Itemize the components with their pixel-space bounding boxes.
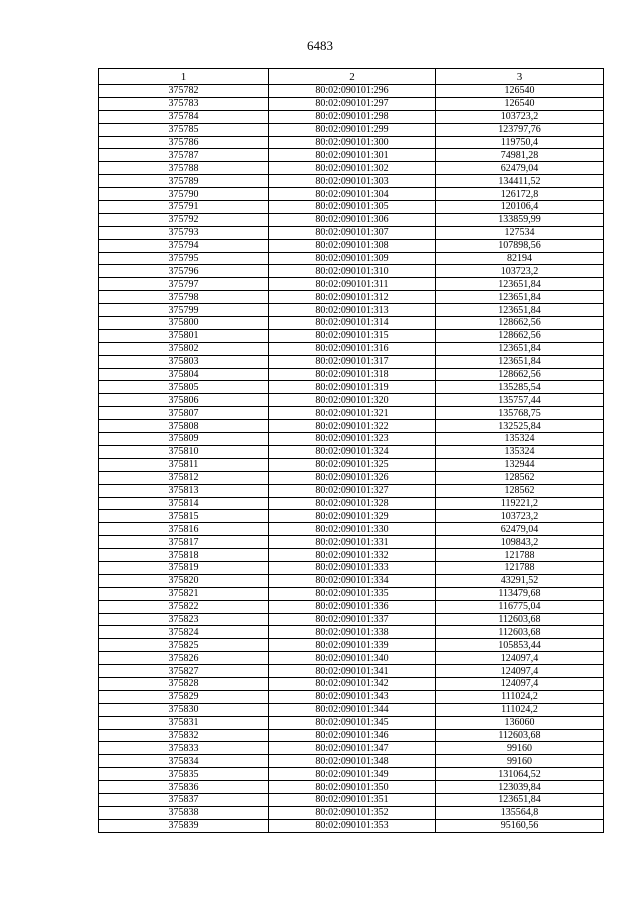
table-cell: 128662,56	[436, 317, 604, 330]
table-row	[99, 652, 604, 665]
table-body	[99, 85, 604, 833]
table-cell: 80:02:090101:350	[269, 781, 436, 794]
table-cell: 375789	[99, 175, 269, 188]
table-cell: 375791	[99, 201, 269, 214]
table-cell: 99160	[436, 742, 604, 755]
table-row	[99, 342, 604, 355]
table-row	[99, 201, 604, 214]
table-cell: 123651,84	[436, 355, 604, 368]
table-row	[99, 188, 604, 201]
table-cell: 375834	[99, 755, 269, 768]
table-cell: 107898,56	[436, 239, 604, 252]
table-cell: 80:02:090101:305	[269, 201, 436, 214]
table-cell: 128562	[436, 484, 604, 497]
table-cell: 128662,56	[436, 329, 604, 342]
table-row	[99, 162, 604, 175]
table-cell: 375822	[99, 600, 269, 613]
table-cell: 375811	[99, 458, 269, 471]
table-cell: 128562	[436, 471, 604, 484]
table-row	[99, 394, 604, 407]
table-row	[99, 304, 604, 317]
table-cell: 126540	[436, 85, 604, 98]
table-cell: 80:02:090101:352	[269, 806, 436, 819]
table-cell: 80:02:090101:328	[269, 497, 436, 510]
table-cell: 80:02:090101:315	[269, 329, 436, 342]
table-row	[99, 510, 604, 523]
table-row	[99, 85, 604, 98]
table-cell: 375833	[99, 742, 269, 755]
table-row	[99, 136, 604, 149]
table-cell: 80:02:090101:349	[269, 768, 436, 781]
table-cell: 80:02:090101:307	[269, 226, 436, 239]
table-row	[99, 407, 604, 420]
table-cell: 375783	[99, 97, 269, 110]
table-row	[99, 110, 604, 123]
page-number: 6483	[307, 38, 333, 53]
table-row	[99, 574, 604, 587]
table-cell: 80:02:090101:332	[269, 549, 436, 562]
column-header: 1	[99, 69, 269, 85]
table-cell: 135285,54	[436, 381, 604, 394]
table-cell: 375830	[99, 703, 269, 716]
table-row	[99, 368, 604, 381]
table-cell: 113479,68	[436, 587, 604, 600]
table-cell: 375784	[99, 110, 269, 123]
table-cell: 375821	[99, 587, 269, 600]
table-cell: 375815	[99, 510, 269, 523]
table-row	[99, 523, 604, 536]
table-cell: 375817	[99, 536, 269, 549]
table-cell: 375808	[99, 420, 269, 433]
table-cell: 375816	[99, 523, 269, 536]
table-cell: 375793	[99, 226, 269, 239]
table-cell: 132944	[436, 458, 604, 471]
table-cell: 375803	[99, 355, 269, 368]
table-cell: 135324	[436, 445, 604, 458]
table-row	[99, 484, 604, 497]
table-cell: 116775,04	[436, 600, 604, 613]
header-row	[99, 69, 604, 85]
table-row	[99, 690, 604, 703]
table-row	[99, 433, 604, 446]
table-cell: 99160	[436, 755, 604, 768]
table-row	[99, 329, 604, 342]
table-cell: 80:02:090101:331	[269, 536, 436, 549]
table-cell: 375828	[99, 677, 269, 690]
table-row	[99, 497, 604, 510]
table-cell: 80:02:090101:330	[269, 523, 436, 536]
table-cell: 80:02:090101:343	[269, 690, 436, 703]
table-cell: 80:02:090101:325	[269, 458, 436, 471]
table-cell: 375782	[99, 85, 269, 98]
table-cell: 80:02:090101:300	[269, 136, 436, 149]
table-cell: 375785	[99, 123, 269, 136]
table-row	[99, 729, 604, 742]
table-cell: 375807	[99, 407, 269, 420]
table-cell: 62479,04	[436, 162, 604, 175]
table-cell: 375836	[99, 781, 269, 794]
table-cell: 375796	[99, 265, 269, 278]
table-cell: 80:02:090101:314	[269, 317, 436, 330]
table-row	[99, 381, 604, 394]
table-cell: 80:02:090101:342	[269, 677, 436, 690]
table-cell: 375814	[99, 497, 269, 510]
table-cell: 80:02:090101:296	[269, 85, 436, 98]
table-cell: 375804	[99, 368, 269, 381]
table-header	[99, 69, 604, 85]
table-cell: 80:02:090101:306	[269, 213, 436, 226]
table-cell: 375812	[99, 471, 269, 484]
table-cell: 123651,84	[436, 342, 604, 355]
table-cell: 103723,2	[436, 110, 604, 123]
table-row	[99, 742, 604, 755]
table-row	[99, 420, 604, 433]
table-cell: 80:02:090101:309	[269, 252, 436, 265]
table-cell: 80:02:090101:333	[269, 561, 436, 574]
table-row	[99, 613, 604, 626]
table-cell: 134411,52	[436, 175, 604, 188]
table-cell: 80:02:090101:348	[269, 755, 436, 768]
table-cell: 375797	[99, 278, 269, 291]
table-cell: 74981,28	[436, 149, 604, 162]
table-cell: 80:02:090101:336	[269, 600, 436, 613]
table-cell: 103723,2	[436, 510, 604, 523]
table-cell: 375835	[99, 768, 269, 781]
table-row	[99, 458, 604, 471]
table-cell: 135324	[436, 433, 604, 446]
table-cell: 80:02:090101:335	[269, 587, 436, 600]
table-cell: 80:02:090101:298	[269, 110, 436, 123]
table-cell: 375819	[99, 561, 269, 574]
table-cell: 80:02:090101:353	[269, 819, 436, 832]
table-cell: 80:02:090101:345	[269, 716, 436, 729]
table-cell: 375839	[99, 819, 269, 832]
table-row	[99, 445, 604, 458]
table-cell: 124097,4	[436, 652, 604, 665]
table-cell: 80:02:090101:297	[269, 97, 436, 110]
table-row	[99, 536, 604, 549]
table-cell: 80:02:090101:316	[269, 342, 436, 355]
table-cell: 80:02:090101:317	[269, 355, 436, 368]
table-cell: 80:02:090101:329	[269, 510, 436, 523]
table-cell: 375820	[99, 574, 269, 587]
table-row	[99, 278, 604, 291]
table-cell: 80:02:090101:344	[269, 703, 436, 716]
table-cell: 121788	[436, 561, 604, 574]
table-cell: 135757,44	[436, 394, 604, 407]
table-row	[99, 768, 604, 781]
table-row	[99, 793, 604, 806]
table-cell: 135768,75	[436, 407, 604, 420]
table-row	[99, 755, 604, 768]
table-row	[99, 561, 604, 574]
table-cell: 375832	[99, 729, 269, 742]
table-cell: 43291,52	[436, 574, 604, 587]
table-row	[99, 317, 604, 330]
table-row	[99, 819, 604, 832]
data-table	[98, 68, 604, 833]
table-cell: 82194	[436, 252, 604, 265]
table-cell: 80:02:090101:302	[269, 162, 436, 175]
table-cell: 80:02:090101:301	[269, 149, 436, 162]
table-cell: 80:02:090101:324	[269, 445, 436, 458]
table-cell: 80:02:090101:318	[269, 368, 436, 381]
table-cell: 375827	[99, 665, 269, 678]
table-cell: 375802	[99, 342, 269, 355]
table-cell: 80:02:090101:346	[269, 729, 436, 742]
table-cell: 375794	[99, 239, 269, 252]
table-row	[99, 665, 604, 678]
table-cell: 80:02:090101:303	[269, 175, 436, 188]
table-cell: 375792	[99, 213, 269, 226]
table-cell: 375788	[99, 162, 269, 175]
table-cell: 132525,84	[436, 420, 604, 433]
table-row	[99, 471, 604, 484]
table-cell: 62479,04	[436, 523, 604, 536]
table-cell: 80:02:090101:334	[269, 574, 436, 587]
table-cell: 127534	[436, 226, 604, 239]
table-cell: 80:02:090101:347	[269, 742, 436, 755]
table-cell: 80:02:090101:313	[269, 304, 436, 317]
table-row	[99, 175, 604, 188]
table-cell: 119221,2	[436, 497, 604, 510]
table-cell: 80:02:090101:311	[269, 278, 436, 291]
table-cell: 375838	[99, 806, 269, 819]
table-cell: 80:02:090101:340	[269, 652, 436, 665]
table-cell: 128662,56	[436, 368, 604, 381]
table-cell: 126540	[436, 97, 604, 110]
table-row	[99, 355, 604, 368]
table-cell: 121788	[436, 549, 604, 562]
table-cell: 375799	[99, 304, 269, 317]
table-cell: 80:02:090101:351	[269, 793, 436, 806]
table-row	[99, 600, 604, 613]
table-cell: 112603,68	[436, 613, 604, 626]
table-cell: 80:02:090101:337	[269, 613, 436, 626]
table-row	[99, 149, 604, 162]
table-cell: 80:02:090101:338	[269, 626, 436, 639]
table-row	[99, 549, 604, 562]
table-cell: 375809	[99, 433, 269, 446]
column-header: 2	[269, 69, 436, 85]
table-row	[99, 806, 604, 819]
table-cell: 80:02:090101:323	[269, 433, 436, 446]
table-row	[99, 239, 604, 252]
table-cell: 375795	[99, 252, 269, 265]
table-cell: 123651,84	[436, 291, 604, 304]
table-cell: 80:02:090101:327	[269, 484, 436, 497]
table-cell: 119750,4	[436, 136, 604, 149]
column-header: 3	[436, 69, 604, 85]
table-cell: 375831	[99, 716, 269, 729]
table-row	[99, 123, 604, 136]
table-cell: 80:02:090101:310	[269, 265, 436, 278]
table-cell: 111024,2	[436, 703, 604, 716]
table-cell: 123797,76	[436, 123, 604, 136]
table-cell: 80:02:090101:304	[269, 188, 436, 201]
table-cell: 131064,52	[436, 768, 604, 781]
table-cell: 112603,68	[436, 729, 604, 742]
table-cell: 375800	[99, 317, 269, 330]
table-cell: 375825	[99, 639, 269, 652]
table-cell: 80:02:090101:326	[269, 471, 436, 484]
table-row	[99, 781, 604, 794]
table-cell: 124097,4	[436, 677, 604, 690]
table-row	[99, 97, 604, 110]
table-row	[99, 213, 604, 226]
table-cell: 105853,44	[436, 639, 604, 652]
table-cell: 111024,2	[436, 690, 604, 703]
table-cell: 136060	[436, 716, 604, 729]
table-cell: 80:02:090101:322	[269, 420, 436, 433]
table-cell: 123651,84	[436, 304, 604, 317]
table-cell: 95160,56	[436, 819, 604, 832]
table-row	[99, 677, 604, 690]
table-cell: 123651,84	[436, 793, 604, 806]
table-cell: 80:02:090101:308	[269, 239, 436, 252]
table-row	[99, 291, 604, 304]
table-row	[99, 703, 604, 716]
table-cell: 109843,2	[436, 536, 604, 549]
table-cell: 120106,4	[436, 201, 604, 214]
table-cell: 123039,84	[436, 781, 604, 794]
table-cell: 80:02:090101:341	[269, 665, 436, 678]
table-cell: 126172,8	[436, 188, 604, 201]
table-cell: 124097,4	[436, 665, 604, 678]
table-cell: 375798	[99, 291, 269, 304]
table-cell: 135564,8	[436, 806, 604, 819]
table-row	[99, 716, 604, 729]
table-cell: 123651,84	[436, 278, 604, 291]
table-row	[99, 226, 604, 239]
table-cell: 375829	[99, 690, 269, 703]
table-cell: 133859,99	[436, 213, 604, 226]
table-cell: 375837	[99, 793, 269, 806]
table-cell: 375813	[99, 484, 269, 497]
table-cell: 375810	[99, 445, 269, 458]
table-cell: 375805	[99, 381, 269, 394]
table-cell: 375790	[99, 188, 269, 201]
table-cell: 375823	[99, 613, 269, 626]
table-cell: 112603,68	[436, 626, 604, 639]
table-cell: 80:02:090101:320	[269, 394, 436, 407]
table-cell: 80:02:090101:339	[269, 639, 436, 652]
table-cell: 375818	[99, 549, 269, 562]
table-cell: 375787	[99, 149, 269, 162]
table-row	[99, 639, 604, 652]
table-row	[99, 626, 604, 639]
table-cell: 80:02:090101:319	[269, 381, 436, 394]
table-cell: 80:02:090101:312	[269, 291, 436, 304]
table-cell: 80:02:090101:299	[269, 123, 436, 136]
table-cell: 375826	[99, 652, 269, 665]
table-cell: 375786	[99, 136, 269, 149]
table-cell: 80:02:090101:321	[269, 407, 436, 420]
table-row	[99, 252, 604, 265]
table-cell: 375801	[99, 329, 269, 342]
table-cell: 375824	[99, 626, 269, 639]
table-cell: 375806	[99, 394, 269, 407]
table-row	[99, 587, 604, 600]
table-row	[99, 265, 604, 278]
table-cell: 103723,2	[436, 265, 604, 278]
